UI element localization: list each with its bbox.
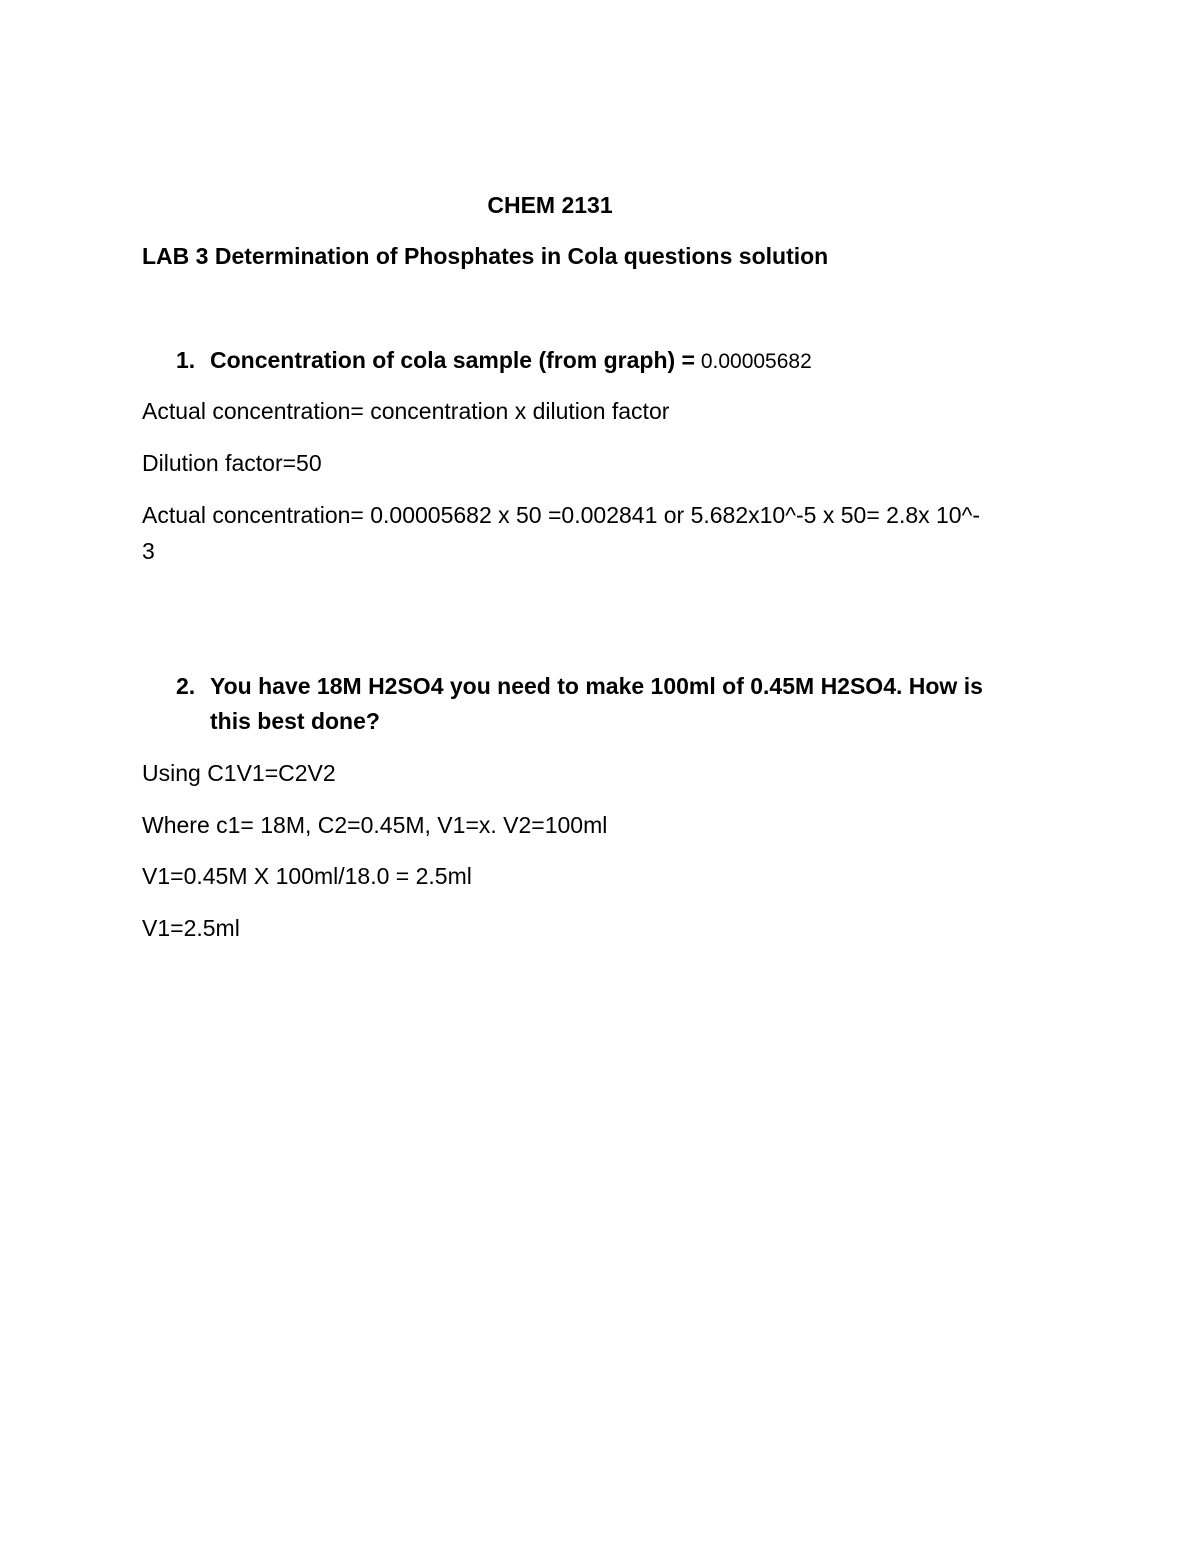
q1-line-1: Actual concentration= concentration x dilution factor: [142, 398, 670, 424]
lab-title: LAB 3 Determination of Phosphates in Cola questions solution: [142, 243, 829, 269]
question-2-text-line-2: this best done?: [210, 708, 380, 734]
question-1-answer: 0.00005682: [694, 350, 812, 373]
q2-line-4: V1=2.5ml: [142, 915, 240, 941]
course-title: CHEM 2131: [487, 192, 613, 218]
question-2-text-line-1: You have 18M H2SO4 you need to make 100ml of 0.45M H2SO4. How is: [210, 673, 983, 699]
q1-line-4: 3: [142, 538, 155, 564]
q1-line-3: Actual concentration= 0.00005682 x 50 =0.002841 or 5.682x10^-5 x 50= 2.8x 10^-: [142, 502, 981, 528]
question-1: [176, 342, 812, 380]
question-1-number: 1.: [176, 347, 196, 373]
q1-line-2: Dilution factor=50: [142, 450, 322, 476]
q2-line-1: Using C1V1=C2V2: [142, 760, 336, 786]
question-2: [176, 668, 983, 704]
question-2-number: 2.: [176, 673, 196, 699]
question-1-text: Concentration of cola sample (from graph) =: [210, 347, 695, 373]
q2-line-2: Where c1= 18M, C2=0.45M, V1=x. V2=100ml: [142, 812, 608, 838]
q2-line-3: V1=0.45M X 100ml/18.0 = 2.5ml: [142, 863, 472, 889]
